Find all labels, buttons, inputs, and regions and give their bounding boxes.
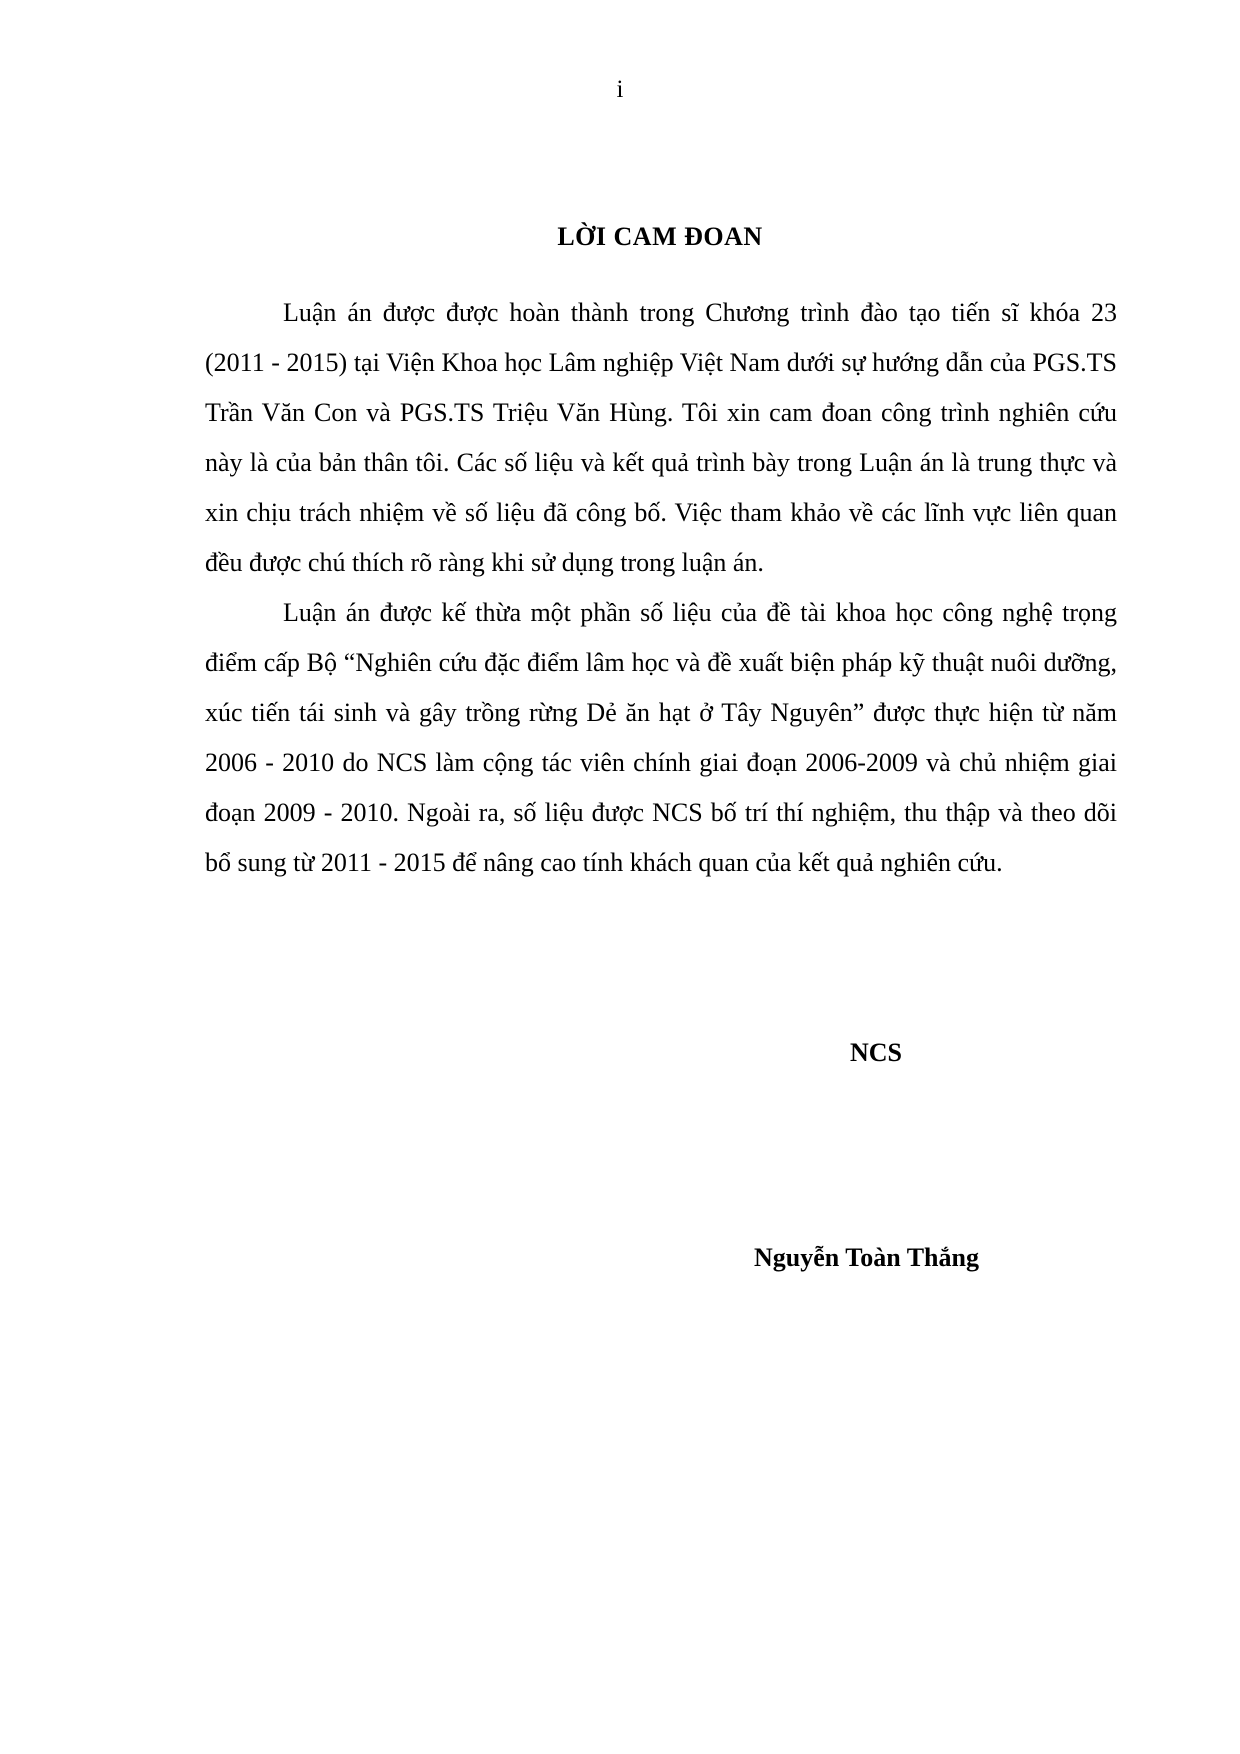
declaration-body (205, 288, 1117, 888)
page-title: LỜI CAM ĐOAN (557, 222, 763, 251)
signature-role: NCS (850, 1038, 903, 1067)
paragraph-1: Luận án được được hoàn thành trong Chương trình đào tạo tiến sĩ khóa 23 (2011 - 2015) tại Viện Khoa học Lâm nghiệp Việt Nam dưới sự hướng dẫn của PGS.TS Trần Văn Con và PGS.TS Triệu Văn Hùng. Tôi xin cam đoan công trình nghiên cứu này là của bản thân tôi. Các số liệu và kết quả trình bày trong Luận án là trung thực và xin chịu trách nhiệm về số liệu đã công bố. Việc tham khảo về các lĩnh vực liên quan đều được chú thích rõ ràng khi sử dụng trong luận án. (205, 298, 1117, 577)
paragraph-2: Luận án được kế thừa một phần số liệu của đề tài khoa học công nghệ trọng điểm cấp Bộ “Nghiên cứu đặc điểm lâm học và đề xuất biện pháp kỹ thuật nuôi dưỡng, xúc tiến tái sinh và gây trồng rừng Dẻ ăn hạt ở Tây Nguyên” được thực hiện từ năm 2006 - 2010 do NCS làm cộng tác viên chính giai đoạn 2006-2009 và chủ nhiệm giai đoạn 2009 - 2010. Ngoài ra, số liệu được NCS bố trí thí nghiệm, thu thập và theo dõi bổ sung từ 2011 - 2015 để nâng cao tính khách quan của kết quả nghiên cứu. (205, 598, 1117, 877)
page-number: i (616, 76, 624, 103)
signature-name: Nguyễn Toàn Thắng (754, 1243, 979, 1272)
